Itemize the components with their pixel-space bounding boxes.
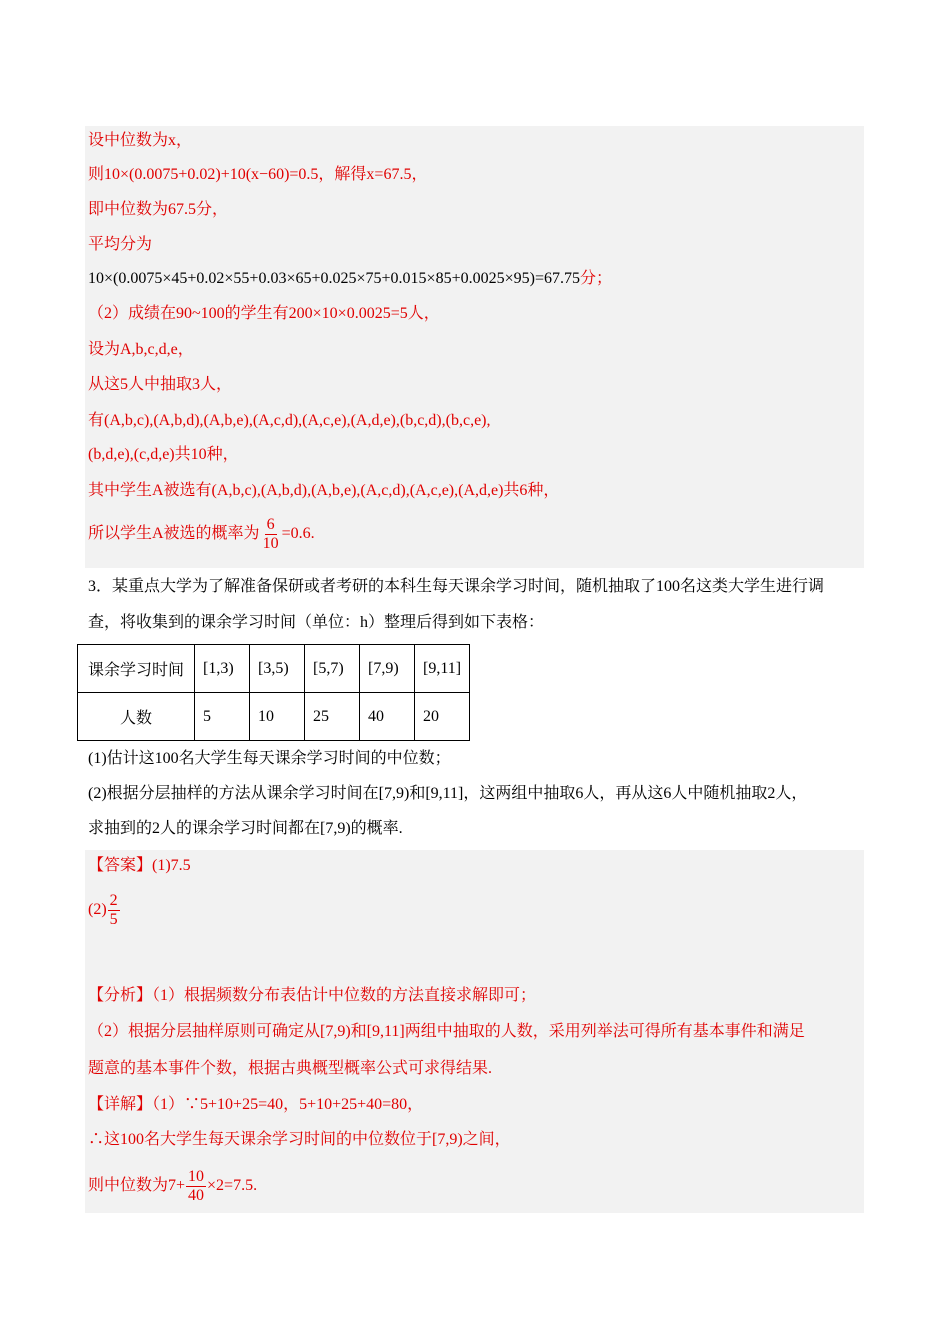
analysis-text-1: （1）根据频数分布表估计中位数的方法直接求解即可； [152, 987, 537, 1004]
solution-line-7: 设为A,b,c,d,e， [88, 341, 194, 358]
fraction-denominator: 40 [188, 1187, 205, 1204]
solution-line-10: (b,d,e),(c,d,e)共10种， [88, 446, 239, 463]
fraction-numerator: 6 [266, 516, 275, 533]
detail-tag: 【详解】 [88, 1096, 153, 1113]
table-cell: 5 [195, 693, 250, 741]
analysis-line-1 [88, 985, 536, 1007]
answer-2-label: (2) [88, 901, 107, 919]
answer-line-2 [88, 892, 121, 929]
table-row [78, 645, 470, 693]
answer-fraction [108, 892, 120, 929]
analysis-line-3: 题意的基本事件个数，根据古典概型概率公式可求得结果. [88, 1060, 493, 1077]
mean-unit: 分； [579, 270, 612, 287]
probability-fraction [261, 516, 281, 553]
problem3-line-2: 查，将收集到的课余学习时间（单位：h）整理后得到如下表格： [88, 614, 545, 631]
analysis-tag: 【分析】 [88, 987, 153, 1004]
question-1: (1)估计这100名大学生每天课余学习时间的中位数； [88, 750, 451, 767]
median-fraction [186, 1168, 206, 1205]
solution-line-11: 其中学生A被选有(A,b,c),(A,b,d),(A,b,e),(A,c,d),(A,c,e),(A,d,e)共6种， [88, 482, 560, 499]
solution-line-6: （2）成绩在90~100的学生有200×10×0.0025=5人， [88, 305, 440, 322]
fraction-numerator: 2 [109, 892, 118, 909]
table-cell: 20 [415, 693, 470, 741]
solution-line-8: 从这5人中抽取3人， [88, 376, 233, 393]
probability-result: =0.6. [281, 525, 315, 543]
problem3-line-1: 3．某重点大学为了解准备保研或者考研的本科生每天课余学习时间，随机抽取了100名这类大学生进行调 [88, 578, 825, 595]
median-text: 则中位数为7+ [88, 1177, 186, 1195]
study-time-table [77, 644, 470, 741]
median-result: ×2=7.5. [207, 1177, 258, 1195]
table-cell: [1,3) [195, 645, 250, 693]
table-cell: [7,9) [360, 645, 415, 693]
analysis-line-2: （2）根据分层抽样原则可确定从[7,9)和[9,11]两组中抽取的人数，采用列举法可得所有基本事件和满足 [88, 1023, 805, 1040]
detail-text-1: （1）∵5+10+25=40，5+10+25+40=80， [152, 1096, 424, 1113]
table-cell: [5,7) [305, 645, 360, 693]
probability-text: 所以学生A被选的概率为 [88, 525, 260, 543]
detail-line-2: ∴这100名大学生每天课余学习时间的中位数位于[7,9)之间， [88, 1131, 511, 1148]
table-cell: 10 [250, 693, 305, 741]
solution-line-9: 有(A,b,c),(A,b,d),(A,b,e),(A,c,d),(A,c,e),(A,d,e),(b,c,d),(b,c,e), [88, 412, 491, 429]
solution-line-4: 平均分为 [88, 236, 153, 253]
table-cell: [3,5) [250, 645, 305, 693]
answer-tag: 【答案】 [88, 857, 153, 874]
table-row [78, 693, 470, 741]
answer-1: (1)7.5 [152, 857, 191, 874]
solution-line-3: 即中位数为67.5分， [88, 201, 229, 218]
table-cell: [9,11] [415, 645, 470, 693]
solution-line-1: 设中位数为x， [88, 132, 193, 149]
table-cell: 40 [360, 693, 415, 741]
solution-line-5 [88, 268, 612, 290]
solution-line-12 [88, 516, 315, 553]
table-cell: 25 [305, 693, 360, 741]
detail-line-3 [88, 1168, 257, 1205]
fraction-denominator: 10 [262, 535, 279, 552]
table-row-label: 人数 [78, 693, 195, 741]
fraction-numerator: 10 [188, 1168, 205, 1185]
mean-expression: 10×(0.0075×45+0.02×55+0.03×65+0.025×75+0.015×85+0.0025×95)=67.75 [88, 270, 580, 287]
table-header-label: 课余学习时间 [78, 645, 195, 693]
fraction-denominator: 5 [109, 911, 118, 928]
detail-line-1 [88, 1094, 423, 1116]
answer-line-1 [88, 855, 191, 877]
question-2-line-1: (2)根据分层抽样的方法从课余学习时间在[7,9)和[9,11]，这两组中抽取6人，再从这6人中随机抽取2人， [88, 785, 808, 802]
question-2-line-2: 求抽到的2人的课余学习时间都在[7,9)的概率. [88, 820, 403, 837]
solution-line-2: 则10×(0.0075+0.02)+10(x−60)=0.5，解得x=67.5， [88, 166, 428, 183]
